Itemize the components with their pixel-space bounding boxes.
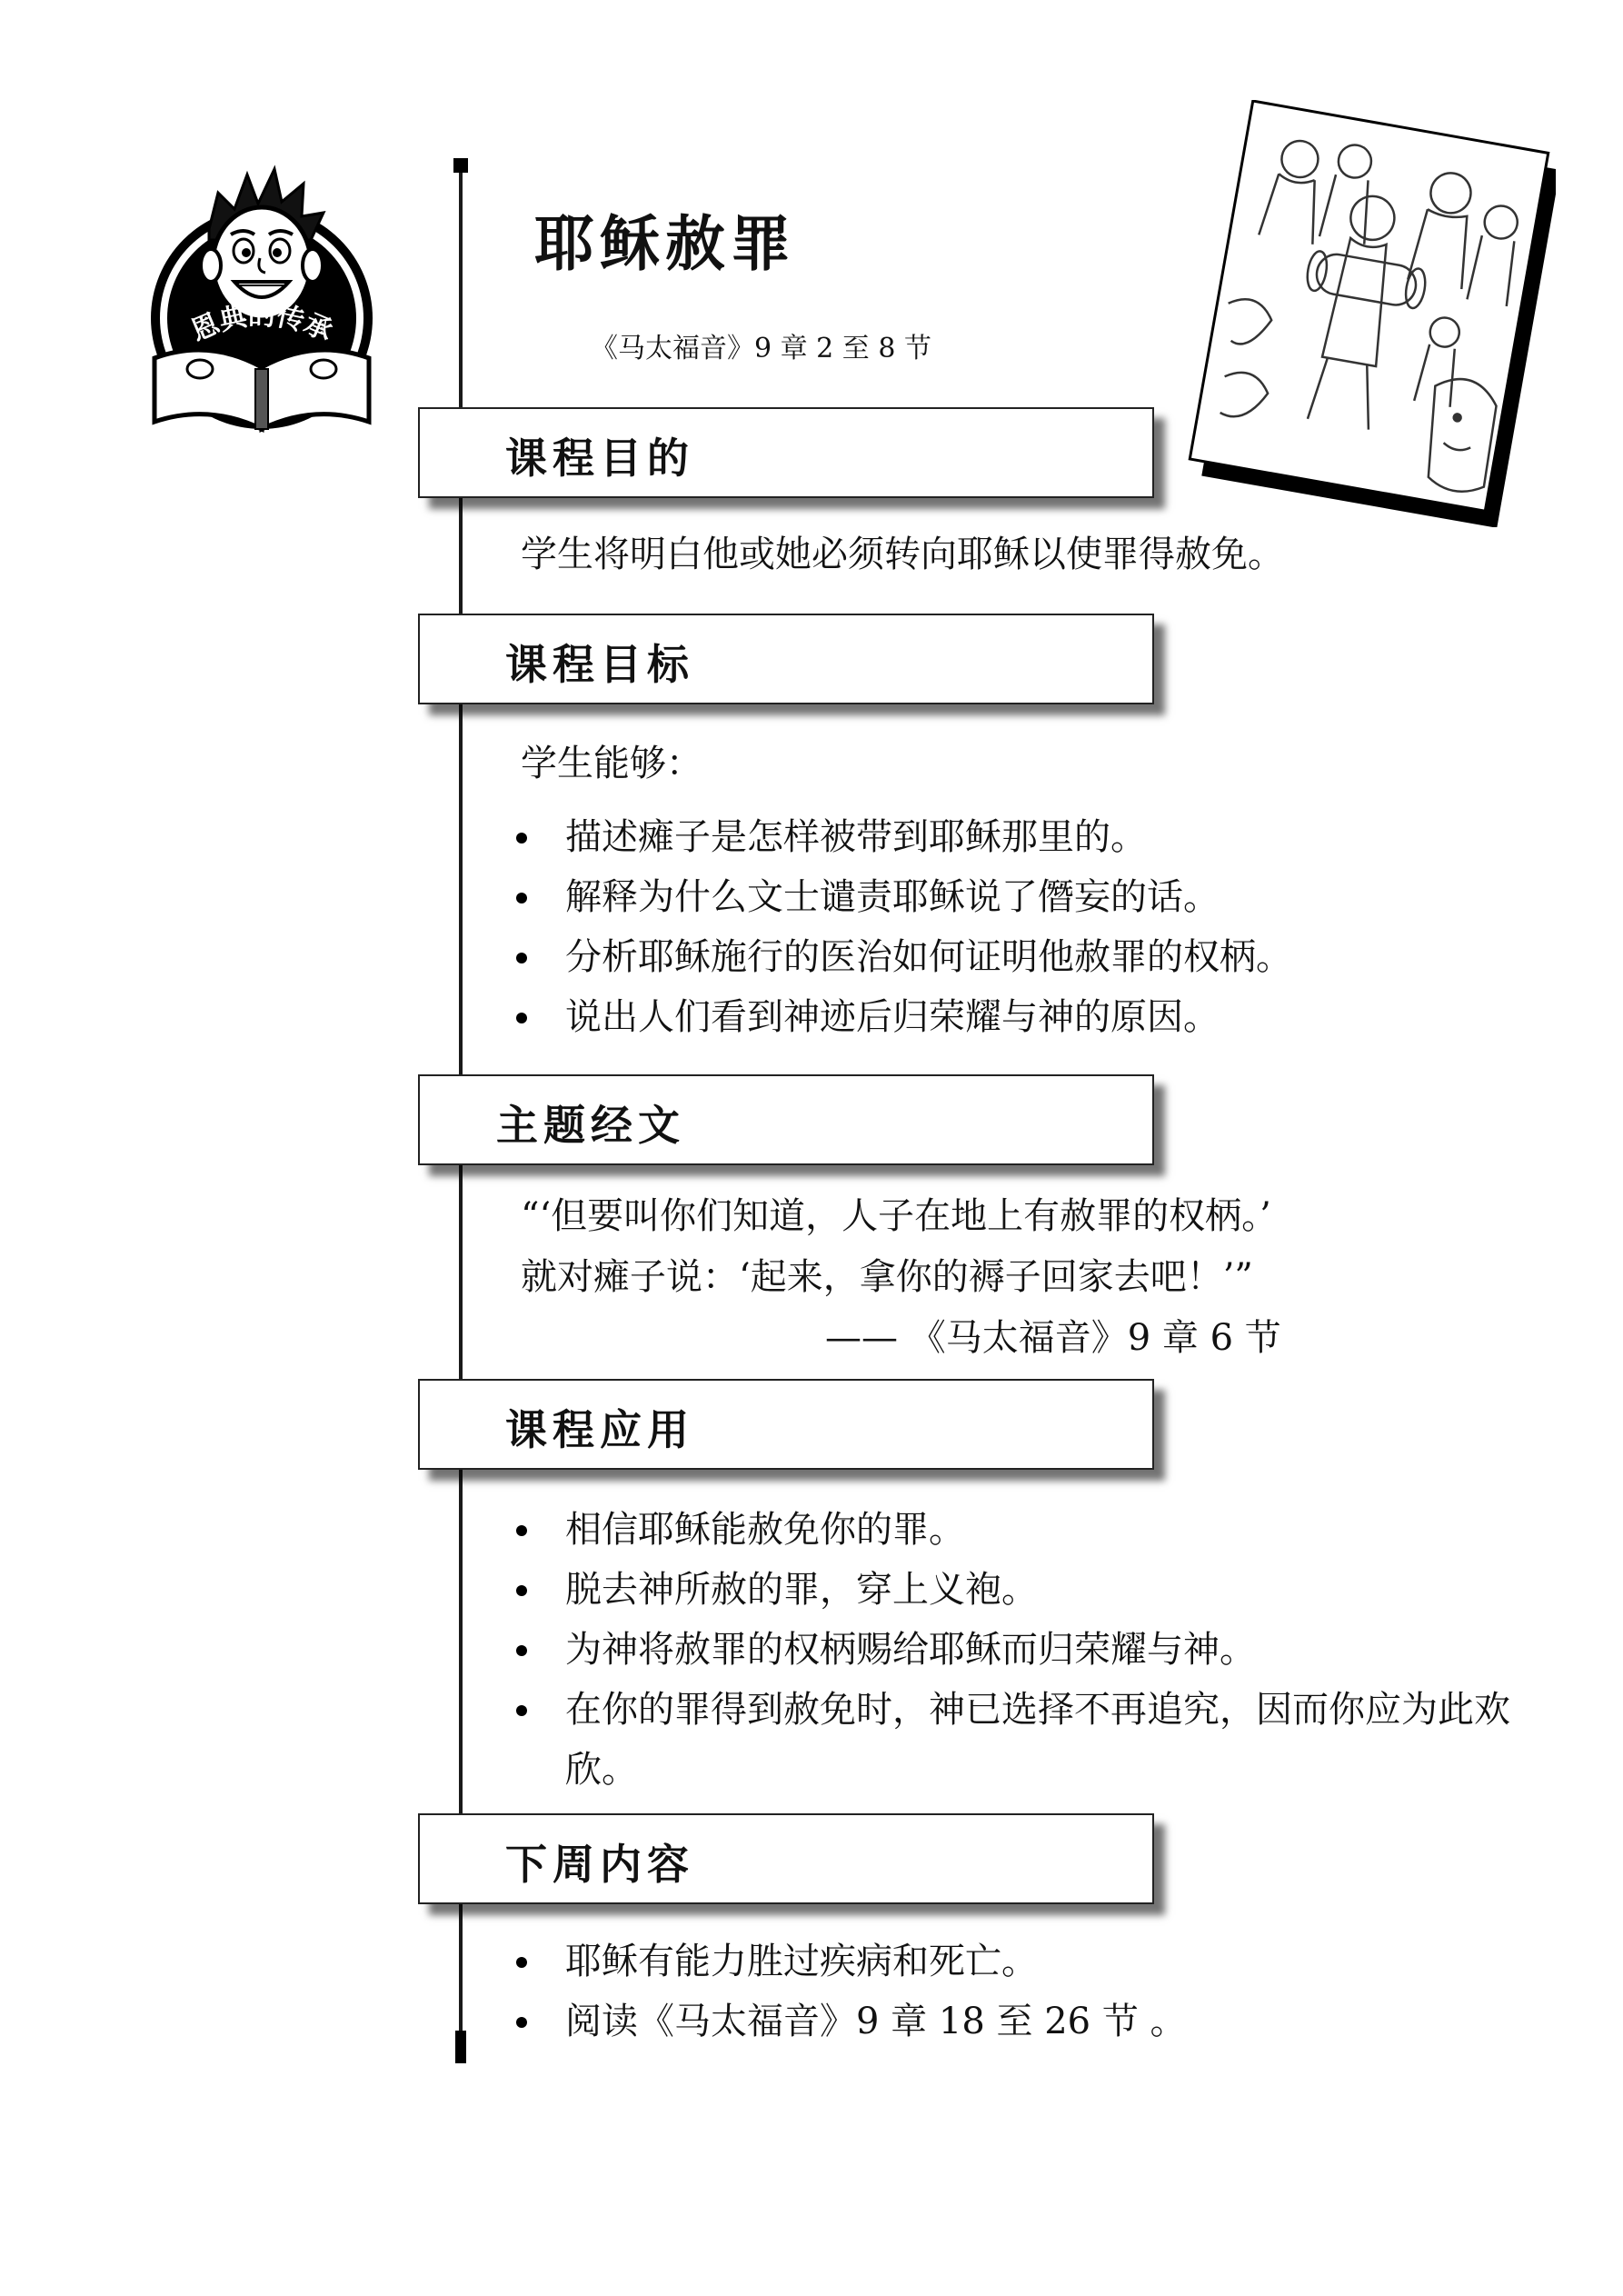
logo-text: 恩典的传承 [186, 300, 337, 348]
purpose-text: 学生将明白他或她必须转向耶稣以使罪得赦免。 [521, 534, 1284, 575]
list-item: 耶稣有能力胜过疾病和死亡。 [509, 1932, 1187, 1992]
lesson-title: 耶稣赦罪 [534, 208, 796, 279]
list-item: 说出人们看到神迹后归荣耀与神的原因。 [509, 987, 1292, 1047]
key-verse-line-1: “‘但要叫你们知道，人子在地上有赦罪的权柄。’ [521, 1195, 1271, 1237]
key-verse-heading: 主题经文 [496, 1101, 685, 1150]
list-item: 相信耶稣能赦免你的罪。 [509, 1500, 1547, 1560]
purpose-heading: 课程目的 [505, 434, 694, 483]
key-verse-citation: —— 《马太福音》9 章 6 节 [825, 1317, 1281, 1359]
boy-reading-bible-logo-icon [145, 156, 391, 456]
section-header-application [418, 1379, 1154, 1470]
timeline-top-cap [453, 158, 468, 173]
objectives-intro: 学生能够： [521, 743, 702, 784]
lesson-scripture-reference: 《马太福音》9 章 2 至 8 节 [591, 333, 931, 364]
timeline-bottom-cap [455, 2031, 466, 2063]
list-item: 描述瘫子是怎样被带到耶稣那里的。 [509, 807, 1292, 867]
list-item: 为神将赦罪的权柄赐给耶稣而归荣耀与神。 [509, 1620, 1547, 1680]
key-verse-line-2: 就对瘫子说：‘起来，拿你的褥子回家去吧！’” [521, 1256, 1253, 1298]
application-list [509, 1500, 1547, 1800]
next-week-heading: 下周内容 [505, 1840, 694, 1889]
objectives-list [509, 807, 1292, 1047]
list-item: 解释为什么文士谴责耶稣说了僭妄的话。 [509, 867, 1292, 927]
section-header-next-week [418, 1813, 1154, 1904]
list-item: 阅读《马太福音》9 章 18 至 26 节 。 [509, 1992, 1187, 2051]
list-item: 在你的罪得到赦免时，神已选择不再追究，因而你应为此欢欣。 [509, 1680, 1547, 1800]
section-header-objectives [418, 614, 1154, 704]
paralytic-carried-to-jesus-drawing-icon [1174, 100, 1556, 527]
list-item: 分析耶稣施行的医治如何证明他赦罪的权柄。 [509, 927, 1292, 987]
section-header-key-verse [418, 1074, 1154, 1165]
section-header-purpose [418, 407, 1154, 498]
list-item: 脱去神所赦的罪，穿上义袍。 [509, 1560, 1547, 1620]
next-week-list [509, 1932, 1187, 2051]
objectives-heading: 课程目标 [505, 640, 694, 689]
application-heading: 课程应用 [505, 1405, 694, 1454]
